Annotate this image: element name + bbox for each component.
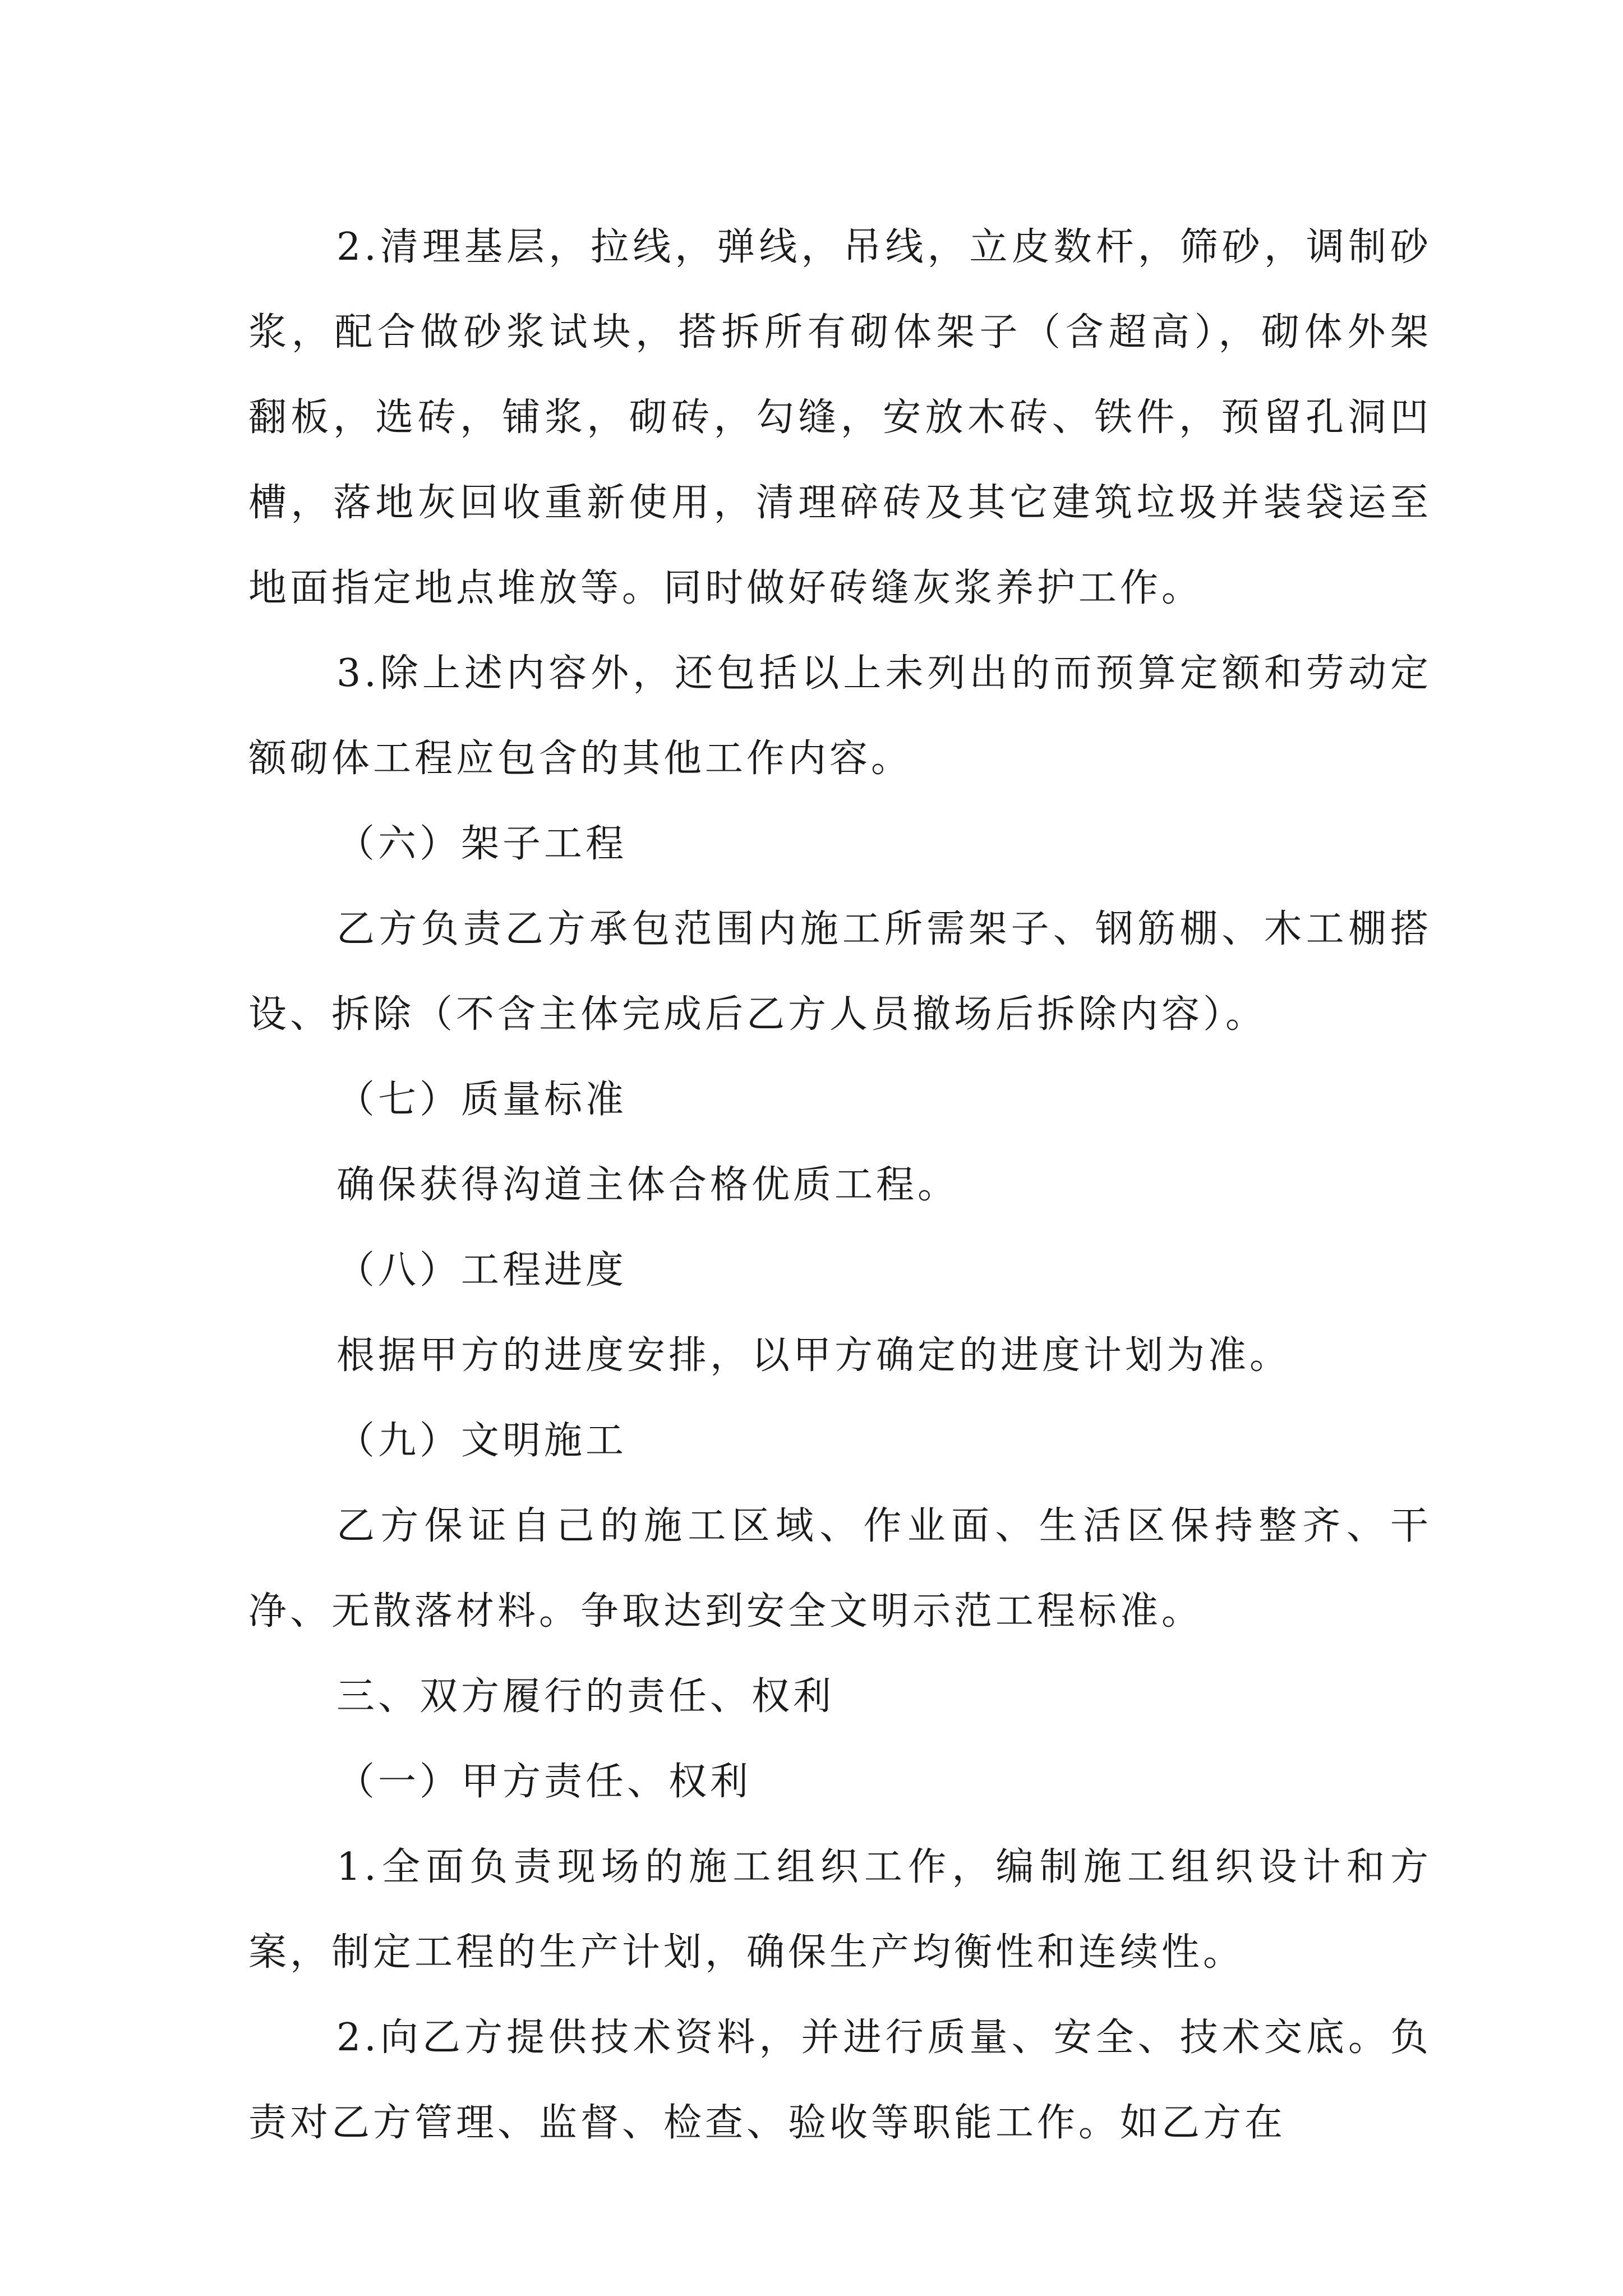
section-heading-schedule: （八）工程进度 (336, 1248, 628, 1292)
section-heading-scaffolding: （六）架子工程 (336, 822, 628, 866)
document-body (248, 205, 1432, 2166)
paragraph-scaffolding: 乙方负责乙方承包范围内施工所需架子、钢筋棚、木工棚搭设、拆除（不含主体完成后乙方人员撤场后拆除内容）。 (248, 907, 1432, 1037)
section-heading-civilized-construction: （九）文明施工 (336, 1419, 628, 1463)
paragraph-civilized-construction: 乙方保证自己的施工区域、作业面、生活区保持整齐、干净、无散落材料。争取达到安全文明示范工程标准。 (248, 1504, 1432, 1634)
paragraph-masonry-work-items: 2.清理基层，拉线，弹线，吊线，立皮数杆，筛砂，调制砂浆，配合做砂浆试块，搭拆所有砌体架子（含超高），砌体外架翻板，选砖，铺浆，砌砖，勾缝，安放木砖、铁件，预留孔洞凹槽，落地灰回收重新使用，清理碎砖及其它建筑垃圾并装袋运至地面指定地点堆放等。同时做好砖缝灰浆养护工作。 (248, 225, 1432, 610)
subsection-heading-party-a: （一）甲方责任、权利 (336, 1760, 752, 1804)
section-heading-quality-standard: （七）质量标准 (336, 1078, 628, 1122)
paragraph-quality-standard: 确保获得沟道主体合格优质工程。 (336, 1163, 960, 1207)
paragraph-party-a-item-2: 2.向乙方提供技术资料，并进行质量、安全、技术交底。负责对乙方管理、监督、检查、验收等职能工作。如乙方在 (248, 2016, 1432, 2145)
paragraph-schedule: 根据甲方的进度安排，以甲方确定的进度计划为准。 (336, 1333, 1292, 1378)
paragraph-other-work-content: 3.除上述内容外，还包括以上未列出的而预算定额和劳动定额砌体工程应包含的其他工作内容。 (248, 651, 1432, 781)
section-heading-responsibilities: 三、双方履行的责任、权利 (336, 1674, 835, 1719)
paragraph-party-a-item-1: 1.全面负责现场的施工组织工作，编制施工组织设计和方案，制定工程的生产计划，确保生产均衡性和连续性。 (248, 1845, 1432, 1975)
